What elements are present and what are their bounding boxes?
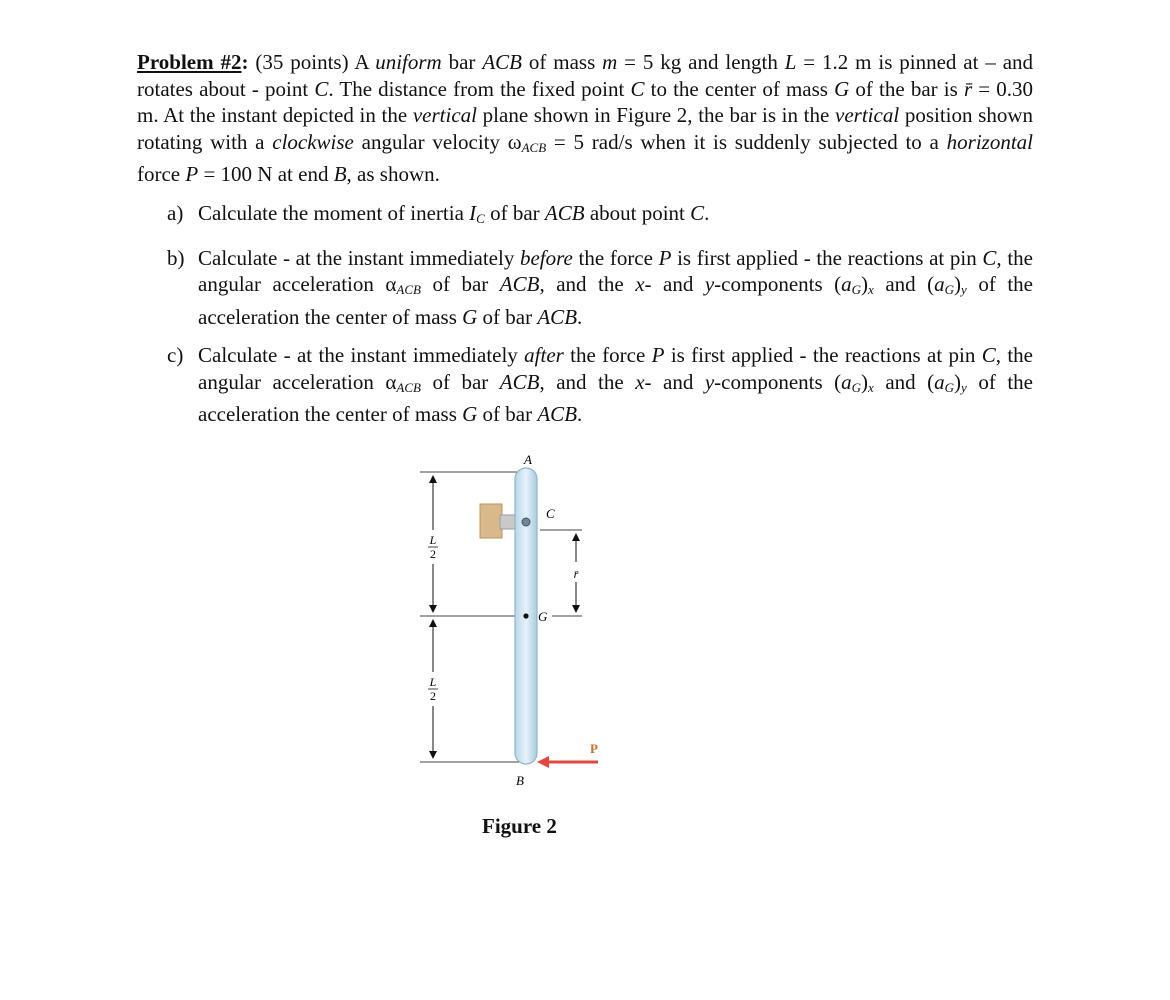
text-run: ACB [537,304,578,329]
text-run: of the acceleration the center of mass [198,272,1033,329]
text-run: plane shown in Figure 2, the bar is in the [477,103,836,127]
question-text [198,342,1033,428]
wall-support [480,504,502,538]
text-run: L [784,50,797,74]
text-run: is first applied - the reactions at pin [671,245,983,270]
half-length-label-top-num: L [429,533,437,547]
text-run: of bar [477,304,538,329]
question-label: c) [167,343,184,367]
text-run: P [651,343,665,367]
text-run: x [868,282,874,297]
point-g-label: G [538,609,548,624]
text-run: I [469,201,477,225]
question-label: a) [167,201,184,225]
text-run: m [602,50,618,74]
text-run: the force [563,343,652,367]
text-run: after [524,343,564,367]
half-length-label-bottom-den: 2 [430,689,436,703]
text-run: force [137,162,186,186]
text-run: a [841,369,852,394]
text-run: horizontal [946,129,1033,154]
text-run: of bar [484,201,545,225]
text-run: x [635,369,645,394]
text-run: and ( [873,272,935,296]
question-a [167,200,1033,233]
text-run: ACB [521,139,547,155]
text-run: ACB [499,272,540,296]
text-run: , the angular acceleration α [198,245,1033,296]
text-run: . [577,304,583,329]
text-run: x [635,272,645,296]
text-run: y [961,379,967,395]
text-run: ACB [537,402,578,426]
text-run: ACB [544,201,585,225]
text-run: = 5 rad/s when it is suddenly subjected to a [546,129,947,154]
point-c-label: C [546,506,555,521]
text-run: about point [584,201,691,225]
text-run: uniform [375,50,442,74]
text-run: P [658,245,672,270]
text-run: bar [441,50,483,74]
figure-caption: Figure 2 [482,814,557,838]
text-run: is first applied - the reactions at pin [664,343,982,367]
text-run: , and the [539,369,636,394]
text-run: a [934,272,945,296]
text-run: ACB [396,282,421,297]
text-run: G [462,402,478,426]
text-run: G [944,379,955,395]
text-run: C [690,201,705,225]
text-run: Calculate the moment of inertia [198,201,470,225]
text-run: a [934,369,945,394]
text-run: C [630,76,645,101]
text-run: - and [644,369,705,394]
text-run: of bar [420,272,500,296]
text-run: a [841,272,852,296]
problem-points: (35 points) [255,50,349,74]
half-length-label-bottom-num: L [429,675,437,689]
text-run: = 100 N at end [198,162,334,186]
text-run: y [704,369,715,394]
point-b-label: B [516,773,524,788]
question-text [198,200,1033,233]
text-run: A [354,50,376,74]
force-p-label: P [590,741,598,756]
text-run: before [519,245,573,270]
text-run: ACB [482,50,522,74]
text-run: -components ( [714,272,842,296]
text-run: ) [861,272,869,296]
text-run: , as shown. [346,162,440,186]
text-run: G [851,379,862,395]
text-run: ACB [499,369,540,394]
pin-c [522,518,530,526]
text-run: = 5 kg and length [617,50,785,74]
text-run: . [704,201,710,225]
text-run: C [982,245,997,270]
text-run: C [314,76,329,101]
text-run: C [981,343,996,367]
text-run: vertical [412,103,477,127]
text-run: of the bar is [849,76,964,101]
text-run: . The distance from the fixed point [328,76,631,101]
text-run: to the center of mass [644,76,835,101]
rbar-label: r̄ [573,567,579,581]
text-run: of bar [420,369,500,394]
text-run: y [704,272,715,296]
text-run: G [834,76,850,101]
text-run: of bar [477,402,538,426]
text-run: of the acceleration the center of mass [198,369,1033,426]
text-run: angular velocity ω [353,129,522,154]
force-p-arrowhead [537,756,549,768]
text-run: G [944,282,955,297]
text-run: clockwise [272,129,354,154]
question-list [167,200,1033,428]
text-run: G [462,304,478,329]
question-text [198,245,1033,331]
text-run: position shown rotating with a [137,103,1033,154]
text-run: of mass [521,50,603,74]
question-b [167,245,1033,331]
text-run: vertical [835,103,900,127]
text-run: , the angular acceleration α [198,343,1033,394]
text-run: P [185,162,199,186]
text-run: - and [644,272,705,296]
text-run: r̄ [963,76,973,101]
text-run: B [333,162,347,186]
text-run: ) [954,272,962,296]
text-run: Calculate - at the instant immediately [198,245,520,270]
text-run: y [961,282,967,297]
text-run: = 0.30 m. At the instant depicted in the [137,76,1033,127]
center-of-mass-g [523,613,528,618]
text-run: x [868,379,874,395]
text-run: G [851,282,862,297]
text-run: ) [954,369,962,394]
text-run: Calculate - at the instant immediately [198,343,525,367]
text-run: -components ( [714,369,842,394]
figure-2-diagram [400,440,640,800]
text-run: . [577,402,583,426]
question-c [167,342,1033,428]
text-run: ) [861,369,869,394]
problem-title: Problem #2 [137,50,242,74]
text-run: = 1.2 m is pinned at – and rotates about - point [137,50,1034,101]
text-run: C [476,211,485,226]
question-label: b) [167,245,185,270]
half-length-label-top-den: 2 [430,547,436,561]
text-run: ACB [396,379,421,395]
text-run: , and the [539,272,636,296]
text-run: the force [572,245,659,270]
text-run: and ( [873,369,935,394]
point-a-label: A [524,452,532,467]
problem-statement: Problem #2: (35 points) A uniform bar ACB of mass m = 5 kg and length L = 1.2 m is pinned at – and rotates about - point C. The distance from the fixed point C to the center of mass G of the bar is r̄ = 0.30 m. At the instant depicted in the vertical plane shown in Figure 2, the bar is in the vertical position shown rotating with a clockwise angular velocity $\omega_{ACB} = 5$ rad/s when it is suddenly subjected to a horizontal force P = 100 N at end B, as shown. [137,50,1034,186]
